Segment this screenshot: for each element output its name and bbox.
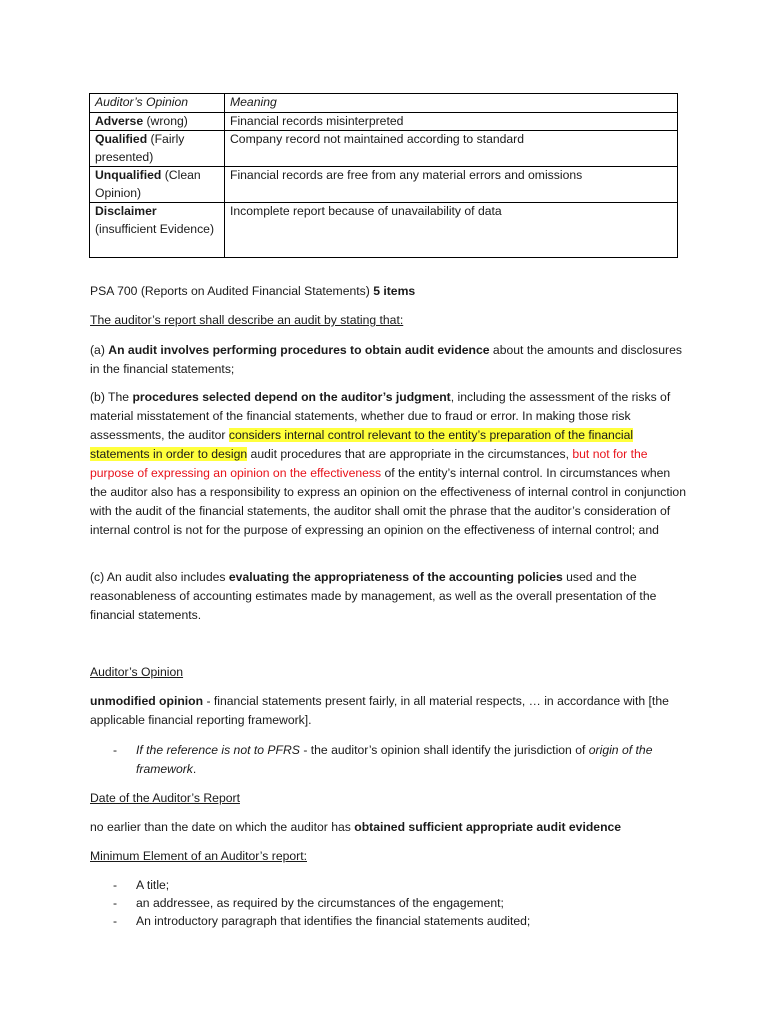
intro-heading: The auditor’s report shall describe an audit by stating that: <box>90 313 404 327</box>
table-row <box>90 167 678 203</box>
minimum-elements-heading: Minimum Element of an Auditor’s report: <box>90 849 307 863</box>
list-item: A title; <box>136 878 170 892</box>
opinion-term: Unqualified <box>95 168 162 182</box>
bullet-dash: - <box>113 914 118 928</box>
opinion-cell <box>90 203 225 258</box>
paragraph-b <box>90 388 690 540</box>
bullet-dash: - <box>113 896 118 910</box>
table-header-row <box>90 94 678 113</box>
meaning-cell: Financial records misinterpreted <box>225 112 678 131</box>
unmodified-opinion-paragraph <box>90 692 690 730</box>
list-item: An introductory paragraph that identifies the financial statements audited; <box>136 914 531 928</box>
psa-count: 5 items <box>373 284 416 298</box>
opinion-note: (Fairly presented) <box>95 132 185 164</box>
para-b-highlight: considers internal control relevant to the entity’s preparation of the financial statements in order to design <box>90 428 634 461</box>
para-b-prefix: (b) The <box>90 390 133 404</box>
bullet-dash: - <box>113 743 118 757</box>
para-c-prefix: (c) An audit also includes <box>90 570 229 584</box>
meaning-cell: Company record not maintained according to standard <box>225 131 678 167</box>
unmodified-rest: - financial statements present fairly, in all material respects, … in accordance with [the applicable financial reporting framework]. <box>90 694 669 727</box>
opinion-term: Qualified <box>95 132 148 146</box>
para-c-rest: used and the reasonableness of accounting estimates made by management, as well as the overall presentation of the financial statements. <box>90 570 657 622</box>
date-bold: obtained sufficient appropriate audit evidence <box>354 820 622 834</box>
bullet-dash: - <box>113 878 118 892</box>
pfrs-mid: - the auditor’s opinion shall identify the jurisdiction of <box>299 743 589 757</box>
pfrs-period: . <box>192 762 197 776</box>
unmodified-bold: unmodified opinion <box>90 694 204 708</box>
opinion-cell <box>90 131 225 167</box>
opinion-table <box>89 93 678 258</box>
para-b-rest1: , including the assessment of the risks of material misstatement of the financial statements, whether due to fraud or error. In making those risk assessments, the auditor <box>90 390 671 442</box>
date-heading: Date of the Auditor’s Report <box>90 791 240 805</box>
paragraph-c <box>90 568 690 625</box>
opinion-note: (wrong) <box>143 113 188 128</box>
table-row <box>90 112 678 131</box>
pfrs-italic: If the reference is not to PFRS <box>136 743 300 757</box>
para-a-bold: An audit involves performing procedures to obtain audit evidence <box>108 343 490 357</box>
table-row <box>90 131 678 167</box>
opinion-cell <box>90 112 225 131</box>
para-b-bold: procedures selected depend on the auditor’s judgment <box>132 390 451 404</box>
para-b-rest3: of the entity’s internal control. In circumstances when the auditor also has a responsibility to express an opinion on the effectiveness of internal control in conjunction with the audit of the financial statements, the auditor shall omit the phrase that the auditor’s consideration of internal control is not for the purpose of expressing an opinion on the effectiveness of internal control; and <box>90 466 686 537</box>
para-b-rest2: audit procedures that are appropriate in the circumstances, <box>247 447 573 461</box>
opinion-term: Disclaimer <box>95 204 157 218</box>
opinion-note: (insufficient Evidence) <box>95 221 215 236</box>
opinion-heading: Auditor’s Opinion <box>90 665 184 679</box>
pfrs-italic-end: origin of the framework <box>136 743 653 776</box>
pfrs-bullet <box>136 741 696 779</box>
opinion-term: Adverse <box>95 113 144 128</box>
opinion-note: (Clean Opinion) <box>95 168 201 200</box>
para-a-prefix: (a) <box>90 343 109 357</box>
para-c-bold: evaluating the appropriateness of the accounting policies <box>228 570 563 584</box>
list-item: an addressee, as required by the circumstances of the engagement; <box>136 896 504 910</box>
date-prefix: no earlier than the date on which the auditor has <box>90 820 355 834</box>
opinion-cell <box>90 167 225 203</box>
para-a-rest: about the amounts and disclosures in the financial statements; <box>90 343 682 376</box>
psa-title: PSA 700 (Reports on Audited Financial Statements) <box>90 284 374 298</box>
header-meaning: Meaning <box>225 94 678 113</box>
paragraph-a <box>90 341 690 379</box>
header-auditors-opinion: Auditor’s Opinion <box>90 94 225 113</box>
date-paragraph <box>90 818 690 837</box>
para-b-red-text: but not for the purpose of expressing an opinion on the effectiveness <box>90 447 648 480</box>
table-row <box>90 203 678 258</box>
psa-700-line <box>90 282 690 301</box>
meaning-cell: Incomplete report because of unavailability of data <box>225 203 678 258</box>
meaning-cell: Financial records are free from any material errors and omissions <box>225 167 678 203</box>
